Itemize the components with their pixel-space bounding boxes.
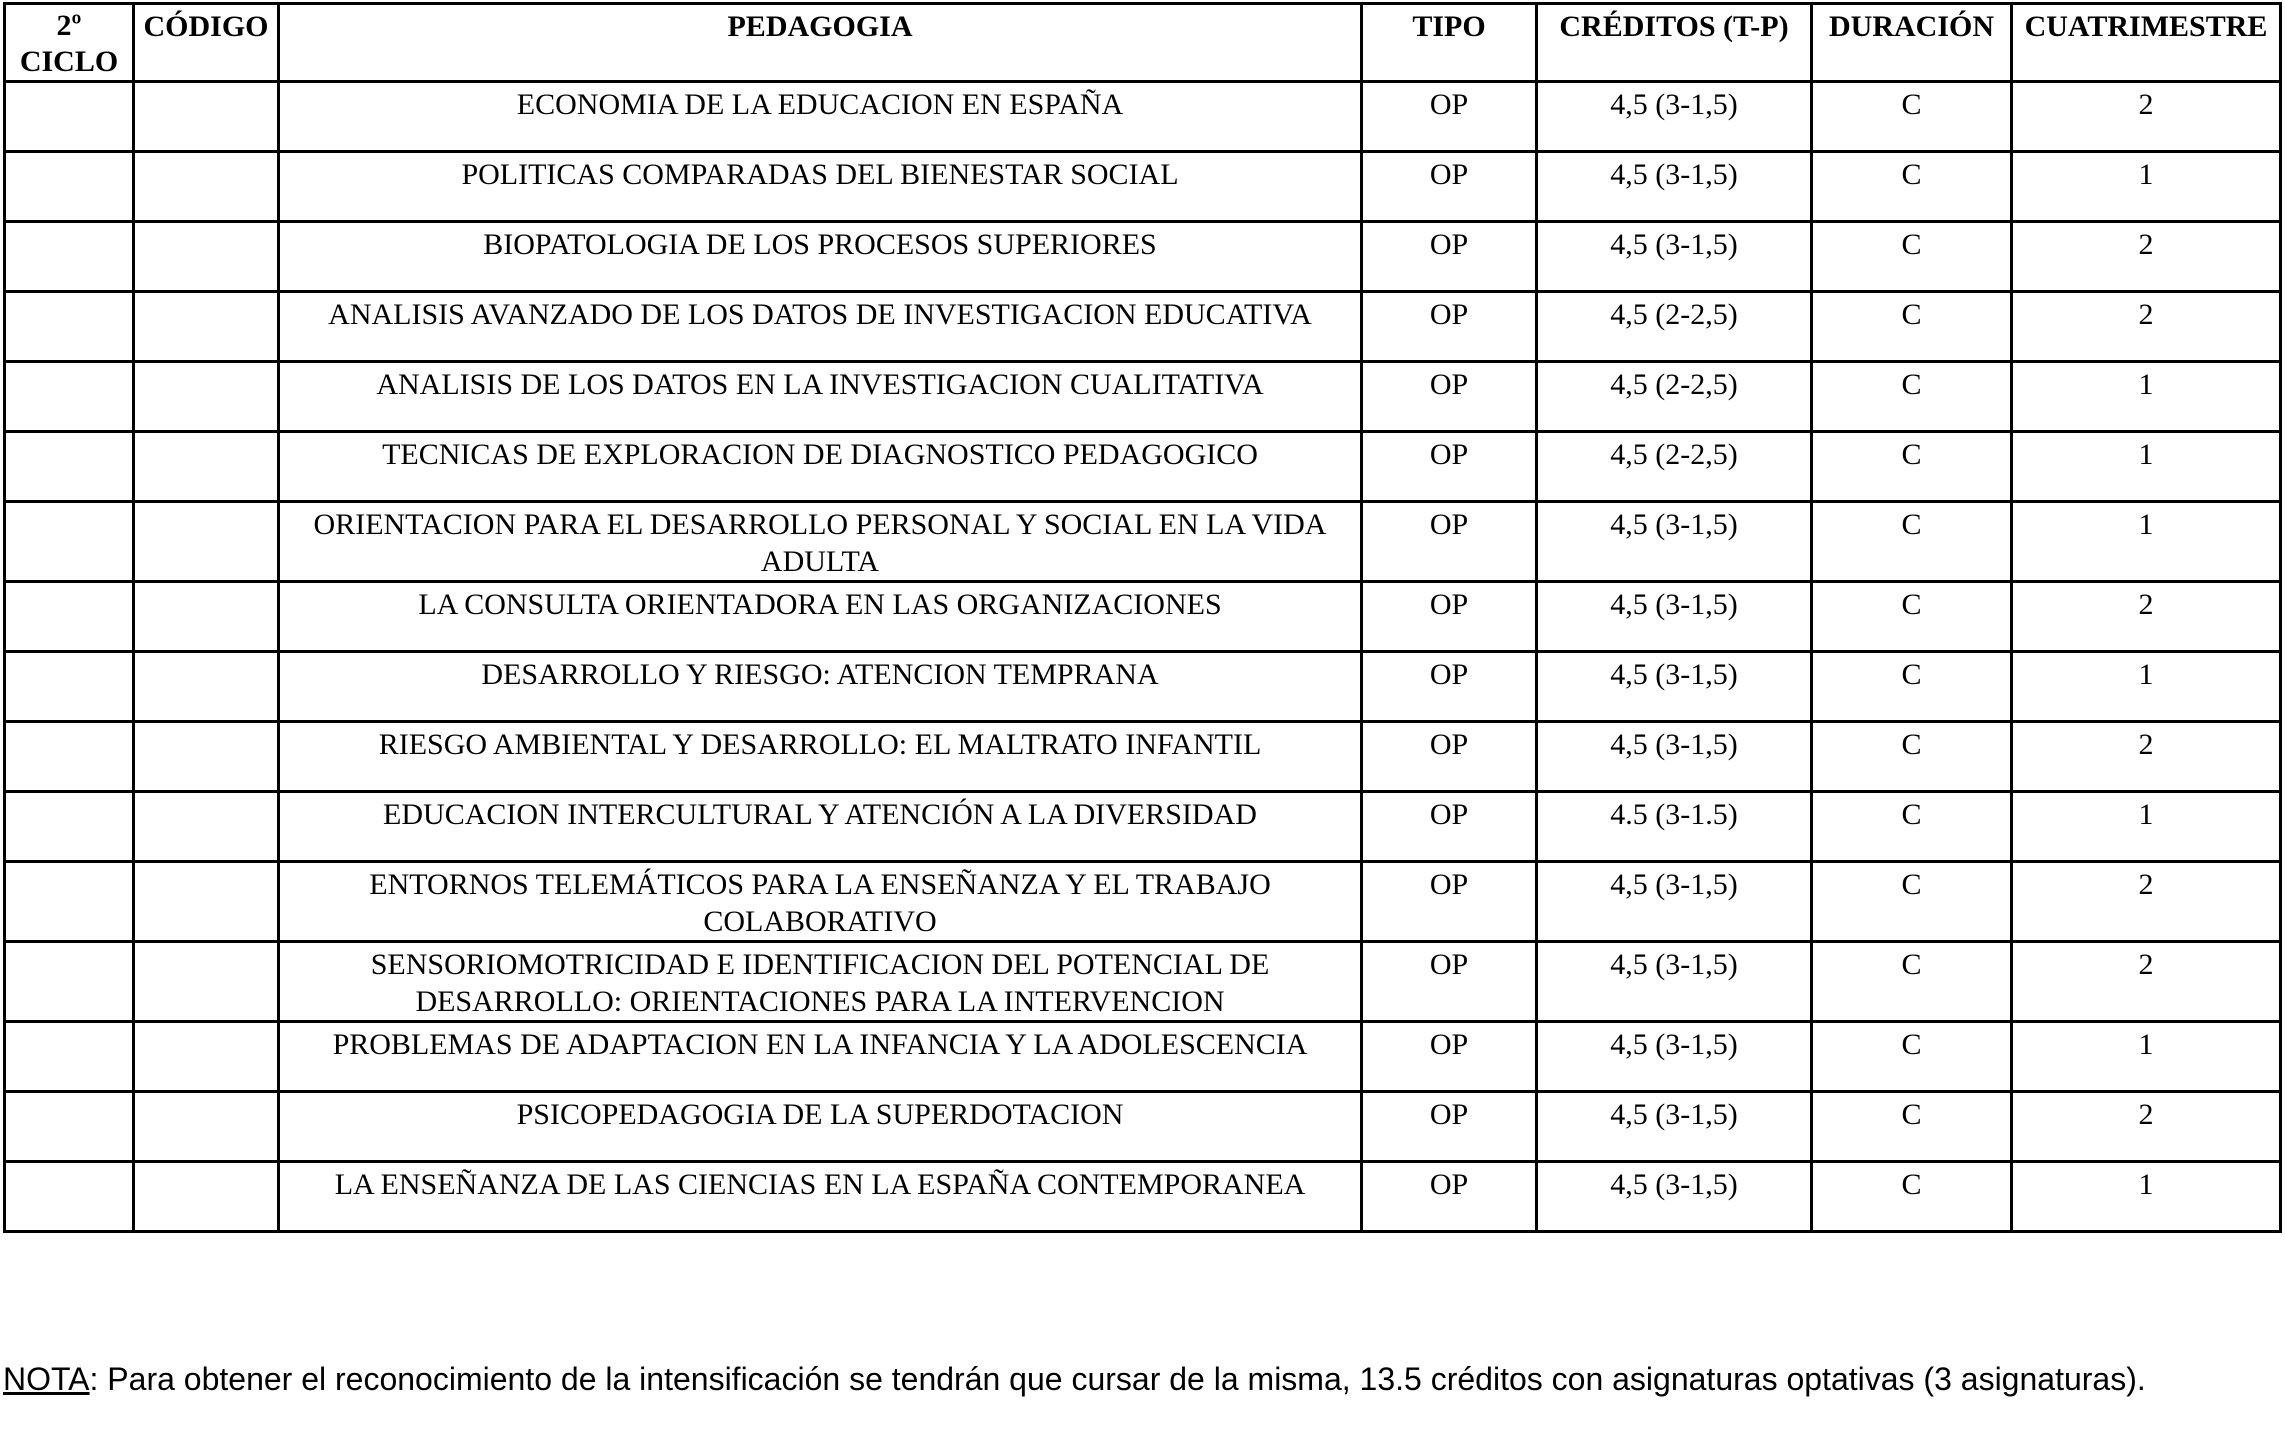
cell-tipo: OP xyxy=(1362,292,1537,362)
cell-tipo: OP xyxy=(1362,82,1537,152)
cell-asignatura: DESARROLLO Y RIESGO: ATENCION TEMPRANA xyxy=(279,652,1362,722)
cell-cuatrimestre: 1 xyxy=(2012,362,2281,432)
header-creditos: CRÉDITOS (T-P) xyxy=(1537,4,1812,82)
cell-codigo xyxy=(134,292,279,362)
table-row xyxy=(5,582,2281,652)
course-sheet xyxy=(3,2,2279,1233)
cell-duracion: C xyxy=(1812,1022,2012,1092)
cell-ciclo xyxy=(5,1022,134,1092)
cell-asignatura: ANALISIS AVANZADO DE LOS DATOS DE INVESTIGACION EDUCATIVA xyxy=(279,292,1362,362)
cell-ciclo xyxy=(5,792,134,862)
header-cuatrimestre: CUATRIMESTRE xyxy=(2012,4,2281,82)
cell-asignatura: EDUCACION INTERCULTURAL Y ATENCIÓN A LA DIVERSIDAD xyxy=(279,792,1362,862)
table-row xyxy=(5,1092,2281,1162)
cell-duracion: C xyxy=(1812,652,2012,722)
table-row xyxy=(5,792,2281,862)
cell-creditos: 4.5 (3-1.5) xyxy=(1537,792,1812,862)
cell-ciclo xyxy=(5,432,134,502)
table-row xyxy=(5,652,2281,722)
cell-ciclo xyxy=(5,652,134,722)
cell-creditos: 4,5 (3-1,5) xyxy=(1537,1022,1812,1092)
cell-creditos: 4,5 (3-1,5) xyxy=(1537,82,1812,152)
cell-codigo xyxy=(134,792,279,862)
cell-cuatrimestre: 2 xyxy=(2012,862,2281,942)
cell-codigo xyxy=(134,942,279,1022)
cell-codigo xyxy=(134,362,279,432)
cell-tipo: OP xyxy=(1362,222,1537,292)
cell-codigo xyxy=(134,1022,279,1092)
cell-asignatura: ANALISIS DE LOS DATOS EN LA INVESTIGACION CUALITATIVA xyxy=(279,362,1362,432)
cell-duracion: C xyxy=(1812,942,2012,1022)
cell-asignatura: POLITICAS COMPARADAS DEL BIENESTAR SOCIAL xyxy=(279,152,1362,222)
table-row xyxy=(5,1022,2281,1092)
header-tipo: TIPO xyxy=(1362,4,1537,82)
cell-codigo xyxy=(134,582,279,652)
cell-cuatrimestre: 1 xyxy=(2012,1022,2281,1092)
cell-asignatura: BIOPATOLOGIA DE LOS PROCESOS SUPERIORES xyxy=(279,222,1362,292)
nota-paragraph xyxy=(3,1360,2279,1398)
table-row xyxy=(5,222,2281,292)
cell-codigo xyxy=(134,1092,279,1162)
cell-creditos: 4,5 (3-1,5) xyxy=(1537,942,1812,1022)
cell-codigo xyxy=(134,1162,279,1232)
nota-label: NOTA xyxy=(3,1361,90,1397)
cell-creditos: 4,5 (3-1,5) xyxy=(1537,652,1812,722)
cell-duracion: C xyxy=(1812,722,2012,792)
cell-tipo: OP xyxy=(1362,1022,1537,1092)
cell-cuatrimestre: 1 xyxy=(2012,502,2281,582)
cell-creditos: 4,5 (3-1,5) xyxy=(1537,722,1812,792)
header-pedagogia: PEDAGOGIA xyxy=(279,4,1362,82)
table-row xyxy=(5,1162,2281,1232)
cell-creditos: 4,5 (3-1,5) xyxy=(1537,152,1812,222)
table-row xyxy=(5,722,2281,792)
cell-duracion: C xyxy=(1812,1092,2012,1162)
cell-ciclo xyxy=(5,1092,134,1162)
cell-duracion: C xyxy=(1812,502,2012,582)
cell-asignatura: SENSORIOMOTRICIDAD E IDENTIFICACION DEL POTENCIAL DE DESARROLLO: ORIENTACIONES PARA LA INTERVENCION xyxy=(279,942,1362,1022)
cell-ciclo xyxy=(5,292,134,362)
cell-creditos: 4,5 (3-1,5) xyxy=(1537,862,1812,942)
cell-cuatrimestre: 2 xyxy=(2012,82,2281,152)
table-row xyxy=(5,362,2281,432)
cell-duracion: C xyxy=(1812,362,2012,432)
cell-asignatura: LA ENSEÑANZA DE LAS CIENCIAS EN LA ESPAÑA CONTEMPORANEA xyxy=(279,1162,1362,1232)
cell-tipo: OP xyxy=(1362,362,1537,432)
cell-duracion: C xyxy=(1812,432,2012,502)
cell-duracion: C xyxy=(1812,862,2012,942)
cell-creditos: 4,5 (3-1,5) xyxy=(1537,582,1812,652)
cell-creditos: 4,5 (3-1,5) xyxy=(1537,1092,1812,1162)
cell-cuatrimestre: 1 xyxy=(2012,1162,2281,1232)
cell-creditos: 4,5 (3-1,5) xyxy=(1537,222,1812,292)
cell-asignatura: ENTORNOS TELEMÁTICOS PARA LA ENSEÑANZA Y EL TRABAJO COLABORATIVO xyxy=(279,862,1362,942)
cell-ciclo xyxy=(5,862,134,942)
cell-asignatura: ORIENTACION PARA EL DESARROLLO PERSONAL Y SOCIAL EN LA VIDA ADULTA xyxy=(279,502,1362,582)
cell-codigo xyxy=(134,82,279,152)
cell-ciclo xyxy=(5,222,134,292)
table-row xyxy=(5,432,2281,502)
cell-asignatura: LA CONSULTA ORIENTADORA EN LAS ORGANIZACIONES xyxy=(279,582,1362,652)
cell-cuatrimestre: 1 xyxy=(2012,792,2281,862)
cell-tipo: OP xyxy=(1362,1092,1537,1162)
cell-duracion: C xyxy=(1812,792,2012,862)
cell-cuatrimestre: 2 xyxy=(2012,582,2281,652)
cell-creditos: 4,5 (3-1,5) xyxy=(1537,1162,1812,1232)
cell-ciclo xyxy=(5,82,134,152)
cell-cuatrimestre: 1 xyxy=(2012,652,2281,722)
cell-duracion: C xyxy=(1812,1162,2012,1232)
table-header-row xyxy=(5,4,2281,82)
cell-tipo: OP xyxy=(1362,722,1537,792)
cell-cuatrimestre: 2 xyxy=(2012,1092,2281,1162)
cell-ciclo xyxy=(5,722,134,792)
cell-cuatrimestre: 2 xyxy=(2012,722,2281,792)
cell-codigo xyxy=(134,652,279,722)
cell-cuatrimestre: 2 xyxy=(2012,942,2281,1022)
cell-ciclo xyxy=(5,362,134,432)
cell-codigo xyxy=(134,432,279,502)
cell-creditos: 4,5 (2-2,5) xyxy=(1537,432,1812,502)
cell-duracion: C xyxy=(1812,292,2012,362)
table-body xyxy=(5,82,2281,1232)
cell-duracion: C xyxy=(1812,582,2012,652)
cell-tipo: OP xyxy=(1362,582,1537,652)
cell-tipo: OP xyxy=(1362,792,1537,862)
cell-creditos: 4,5 (2-2,5) xyxy=(1537,292,1812,362)
cell-tipo: OP xyxy=(1362,432,1537,502)
cell-tipo: OP xyxy=(1362,152,1537,222)
cell-duracion: C xyxy=(1812,82,2012,152)
cell-tipo: OP xyxy=(1362,1162,1537,1232)
table-row xyxy=(5,152,2281,222)
cell-ciclo xyxy=(5,582,134,652)
cell-cuatrimestre: 2 xyxy=(2012,292,2281,362)
table-row xyxy=(5,942,2281,1022)
header-codigo: CÓDIGO xyxy=(134,4,279,82)
courses-table xyxy=(3,2,2282,1233)
table-row xyxy=(5,502,2281,582)
cell-asignatura: PSICOPEDAGOGIA DE LA SUPERDOTACION xyxy=(279,1092,1362,1162)
cell-duracion: C xyxy=(1812,222,2012,292)
nota-text: : Para obtener el reconocimiento de la intensificación se tendrán que cursar de la misma, 13.5 créditos con asignaturas optativas (3 asignaturas). xyxy=(89,1361,2146,1397)
table-row xyxy=(5,862,2281,942)
cell-creditos: 4,5 (3-1,5) xyxy=(1537,502,1812,582)
cell-codigo xyxy=(134,502,279,582)
table-row xyxy=(5,82,2281,152)
cell-ciclo xyxy=(5,502,134,582)
header-duracion: DURACIÓN xyxy=(1812,4,2012,82)
cell-cuatrimestre: 1 xyxy=(2012,432,2281,502)
cell-tipo: OP xyxy=(1362,942,1537,1022)
table-row xyxy=(5,292,2281,362)
cell-asignatura: ECONOMIA DE LA EDUCACION EN ESPAÑA xyxy=(279,82,1362,152)
cell-tipo: OP xyxy=(1362,652,1537,722)
cell-codigo xyxy=(134,222,279,292)
cell-ciclo xyxy=(5,152,134,222)
cell-ciclo xyxy=(5,942,134,1022)
cell-creditos: 4,5 (2-2,5) xyxy=(1537,362,1812,432)
cell-asignatura: TECNICAS DE EXPLORACION DE DIAGNOSTICO PEDAGOGICO xyxy=(279,432,1362,502)
cell-cuatrimestre: 1 xyxy=(2012,152,2281,222)
cell-ciclo xyxy=(5,1162,134,1232)
cell-asignatura: PROBLEMAS DE ADAPTACION EN LA INFANCIA Y LA ADOLESCENCIA xyxy=(279,1022,1362,1092)
cell-asignatura: RIESGO AMBIENTAL Y DESARROLLO: EL MALTRATO INFANTIL xyxy=(279,722,1362,792)
cell-cuatrimestre: 2 xyxy=(2012,222,2281,292)
cell-tipo: OP xyxy=(1362,502,1537,582)
cell-codigo xyxy=(134,722,279,792)
cell-tipo: OP xyxy=(1362,862,1537,942)
cell-duracion: C xyxy=(1812,152,2012,222)
cell-codigo xyxy=(134,152,279,222)
cell-codigo xyxy=(134,862,279,942)
header-ciclo: 2º CICLO xyxy=(5,4,134,82)
